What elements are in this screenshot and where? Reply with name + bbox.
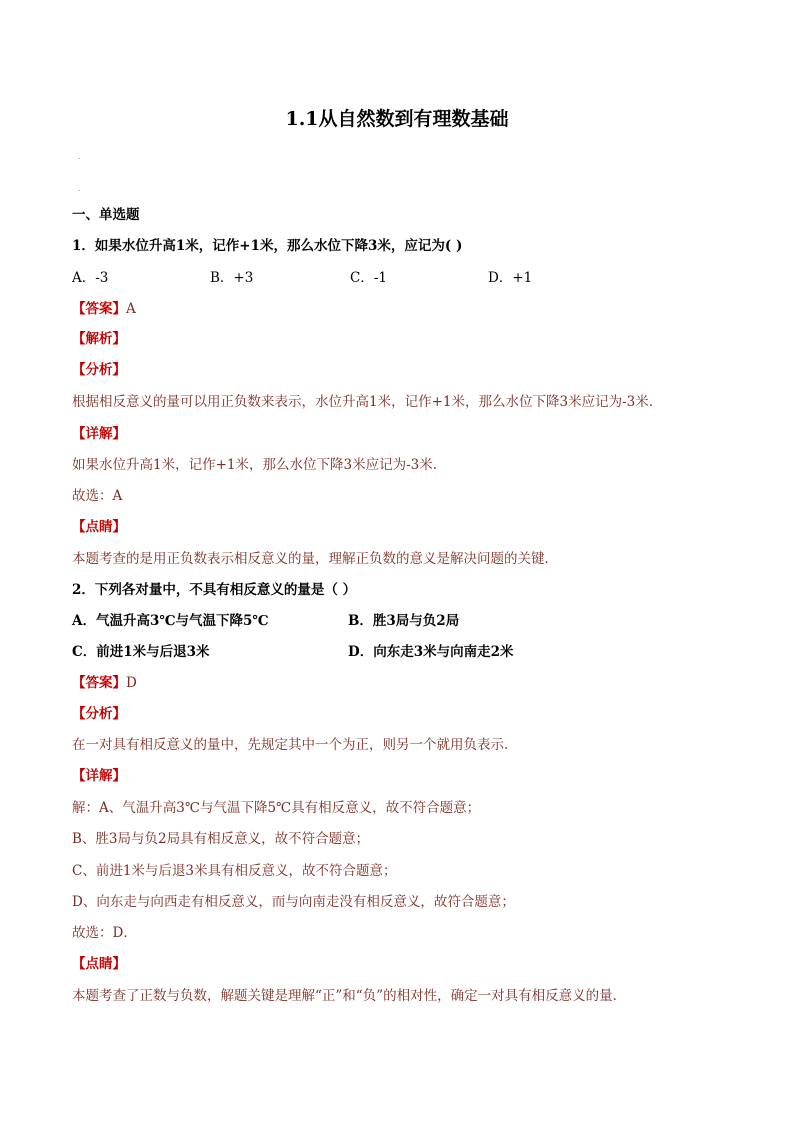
q2-detail-line: C、前进1米与后退3米具有相反意义，故不符合题意； [72,863,397,879]
q2-fenxi-label: 【分析】 [72,706,126,722]
answer-value: D [126,675,137,691]
answer-label: 【答案】 [72,675,126,691]
q1-analysis-label: 【解析】 [72,331,126,347]
q2-detail-line: D、向东走与向西走有相反意义，而与向南走没有相反意义，故符合题意； [72,894,515,910]
section-heading: 一、单选题 [72,207,140,223]
answer-value: A [126,301,136,317]
q2-option-b: B．胜3局与负2局 [348,613,460,629]
q1-option-c: C．-1 [350,270,387,286]
q1-dianjing-label: 【点睛】 [72,519,126,535]
q2-option-a: A．气温升高3℃与气温下降5℃ [72,613,269,629]
q2-dianjing-text: 本题考查了正数与负数，解题关键是理解“正”和“负”的相对性，确定一对具有相反意义的量． [72,988,627,1004]
paragraph-mark: . [78,152,81,162]
q1-option-a: A．-3 [72,270,109,286]
q2-detail-line: 解：A、气温升高3℃与气温下降5℃具有相反意义，故不符合题意； [72,800,481,816]
q2-dianjing-label: 【点睛】 [72,956,126,972]
q1-xiangjie-label: 【详解】 [72,426,126,442]
q2-fenxi-text: 在一对具有相反意义的量中，先规定其中一个为正，则另一个就用负表示． [72,737,518,753]
q1-choice: 故选：A [72,488,123,504]
q2-stem: 2．下列各对量中，不具有相反意义的量是（ ） [72,582,357,598]
q1-dianjing-text: 本题考查的是用正负数表示相反意义的量，理解正负数的意义是解决问题的关键． [72,551,558,567]
q2-answer-row [72,674,137,692]
q1-stem: 1．如果水位升高1米，记作+1米，那么水位下降3米，应记为( ) [72,238,463,254]
q1-option-d: D．+1 [488,270,533,286]
q1-fenxi-text: 根据相反意义的量可以用正负数来表示，水位升高1米，记作+1米，那么水位下降3米应记为-3米． [72,394,663,410]
q2-option-c: C．前进1米与后退3米 [72,644,210,660]
page-title: 1.1从自然数到有理数基础 [285,108,509,130]
q2-detail-line: B、胜3局与负2局具有相反意义，故不符合题意； [72,831,370,847]
q1-fenxi-label: 【分析】 [72,362,126,378]
q2-choice: 故选：D． [72,925,137,941]
q2-option-d: D．向东走3米与向南走2米 [348,644,514,660]
answer-label: 【答案】 [72,301,126,317]
q1-option-b: B．+3 [210,270,254,286]
q2-xiangjie-label: 【详解】 [72,768,126,784]
q1-answer-row [72,300,136,318]
q1-xiangjie-text: 如果水位升高1米，记作+1米，那么水位下降3米应记为-3米． [72,457,447,473]
paragraph-mark: . [78,184,81,194]
